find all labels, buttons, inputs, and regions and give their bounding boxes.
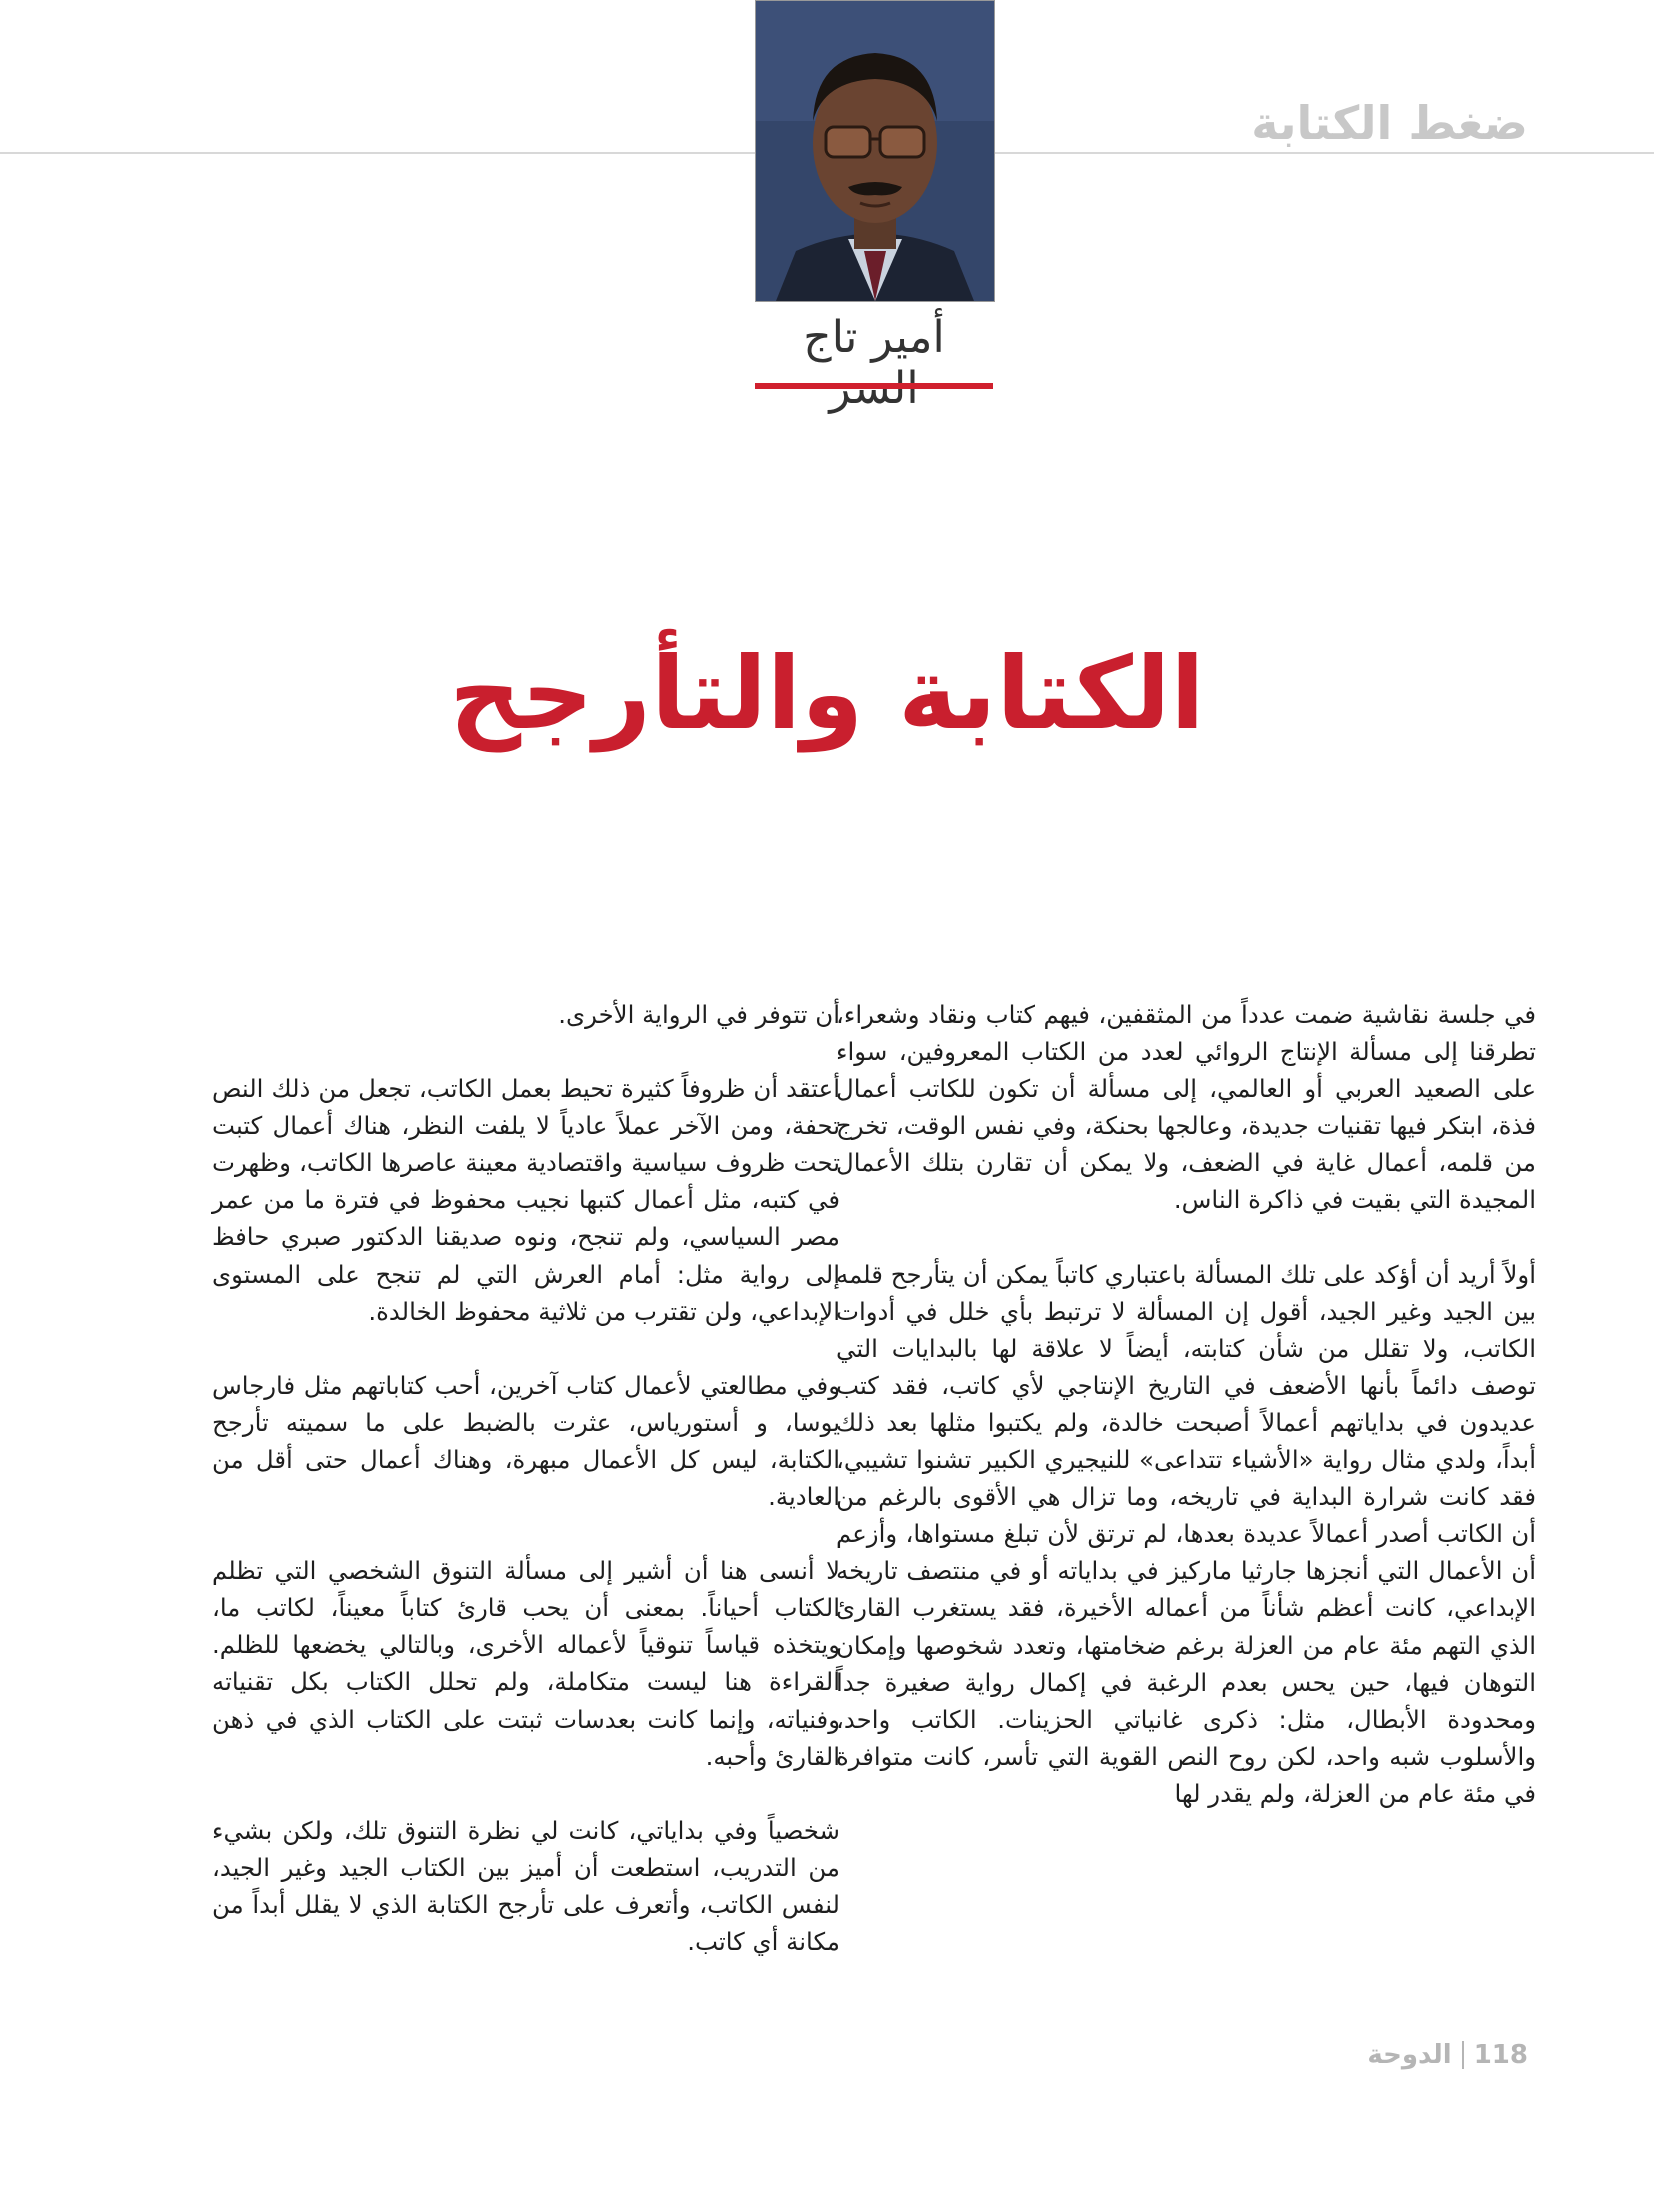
paragraph: شخصياً وفي بداياتي، كانت لي نظرة التنوق تلك، ولكن بشيء من التدريب، استطعت أن أميز بين الكتاب الجيد وغير الجيد، لنفس الكاتب، وأتعرف على تأرجح الكتابة الذي لا يقلل أبداً من مكانة أي كاتب. xyxy=(212,1815,840,1956)
paragraph: في جلسة نقاشية ضمت عدداً من المثقفين، فيهم كتاب ونقاد وشعراء، تطرقنا إلى مسألة الإنتاج الروائي لعدد من الكتاب المعروفين، سواء على الصعيد العربي أو العالمي، إلى مسألة أن تكون للكاتب أعمال فذة، ابتكر فيها تقنيات جديدة، وعالجها بحنكة، وفي نفس الوقت، تخرج من قلمه، أعمال غاية في الضعف، ولا يمكن أن تقارن بتلك الأعمال المجيدة التي بقيت في ذاكرة الناس. xyxy=(836,1000,1536,1215)
section-title: ضغط الكتابة xyxy=(1251,96,1528,150)
page-footer xyxy=(1367,2040,1528,2070)
paragraph: أولاً أريد أن أؤكد على تلك المسألة باعتباري كاتباً يمكن أن يتأرجح قلمه بين الجيد وغير الجيد، أقول إن المسألة لا ترتبط بأي خلل في أدوات الكاتب، ولا تقلل من شأن كتابته، أيضاً لا علاقة لها بالبدايات التي توصف دائماً بأنها الأضعف في التاريخ الإنتاجي لأي كاتب، فقد كتب عديدون في بداياتهم أعمالاً أصبحت خالدة، ولم يكتبوا مثلها بعد ذلك أبداً، ولدي مثال رواية «الأشياء تتداعى» للنيجيري الكبير تشنوا تشيبي، فقد كانت شرارة البداية في تاريخه، وما تزال هي الأقوى بالرغم من أن الكاتب أصدر أعمالاً عديدة بعدها، لم ترتق لأن تبلغ مستواها، وأزعم أن الأعمال التي أنجزها جارثيا ماركيز في بداياته أو في منتصف تاريخه الإبداعي، كانت أعظم شأناً من أعماله الأخيرة، فقد يستغرب القارئ الذي التهم مئة عام من العزلة برغم ضخامتها، وتعدد شخوصها وإمكان التوهان فيها، حين يحس بعدم الرغبة في إكمال رواية صغيرة جداً ومحدودة الأبطال، مثل: ذكرى غانياتي الحزينات. الكاتب واحد، والأسلوب شبه واحد، لكن روح النص القوية التي تأسر، كانت متوافرة في مئة عام من العزلة، ولم يقدر لها xyxy=(836,1259,1536,1808)
article-title: الكتابة والتأرجح xyxy=(449,635,1205,752)
paragraph: أعتقد أن ظروفاً كثيرة تحيط بعمل الكاتب، تجعل من ذلك النص تحفة، ومن الآخر عملاً عادياً لا يلفت النظر، هناك أعمال كتبت تحت ظروف سياسية واقتصادية معينة عاصرها الكاتب، وظهرت في كتبه، مثل أعمال كتبها نجيب محفوظ في فترة ما من عمر مصر السياسي، ولم تنجح، ونوه صديقنا الدكتور صبري حافظ إلى رواية مثل: أمام العرش التي لم تنجح على المستوى الإبداعي، ولن تقترب من ثلاثية محفوظ الخالدة. xyxy=(212,1074,840,1326)
paragraph: أن تتوفر في الرواية الأخرى. xyxy=(558,1000,840,1029)
author-underline xyxy=(755,383,993,389)
page-number: 118 xyxy=(1473,2040,1528,2070)
paragraph: وفي مطالعتي لأعمال كتاب آخرين، أحب كتاباتهم مثل فارجاس يوسا، و أستورياس، عثرت بالضبط على ما سميته تأرجح الكتابة، ليس كل الأعمال مبهرة، وهناك أعمال حتى أقل من العادية. xyxy=(212,1370,840,1512)
paragraph: لا أنسى هنا أن أشير إلى مسألة التنوق الشخصي التي تظلم الكتاب أحياناً. بمعنى أن يحب قارئ كتاباً معيناً، لكاتب ما، ويتخذه قياساً تنوقياً لأعماله الأخرى، وبالتالي يخضعها للظلم. القراءة هنا ليست متكاملة، ولم تحلل الكتاب بكل تقنياته وفنياته، وإنما كانت بعدسات ثبتت على الكتاب الذي في ذهن القارئ وأحبه. xyxy=(212,1556,840,1771)
article-column-right xyxy=(836,996,1536,1849)
author-name: أمير تاج xyxy=(803,312,945,363)
footer-separator xyxy=(1462,2041,1464,2069)
author-photo xyxy=(755,0,995,302)
author-portrait-icon xyxy=(756,1,994,301)
article-column-left xyxy=(212,996,840,1997)
magazine-name: الدوحة xyxy=(1367,2040,1452,2070)
